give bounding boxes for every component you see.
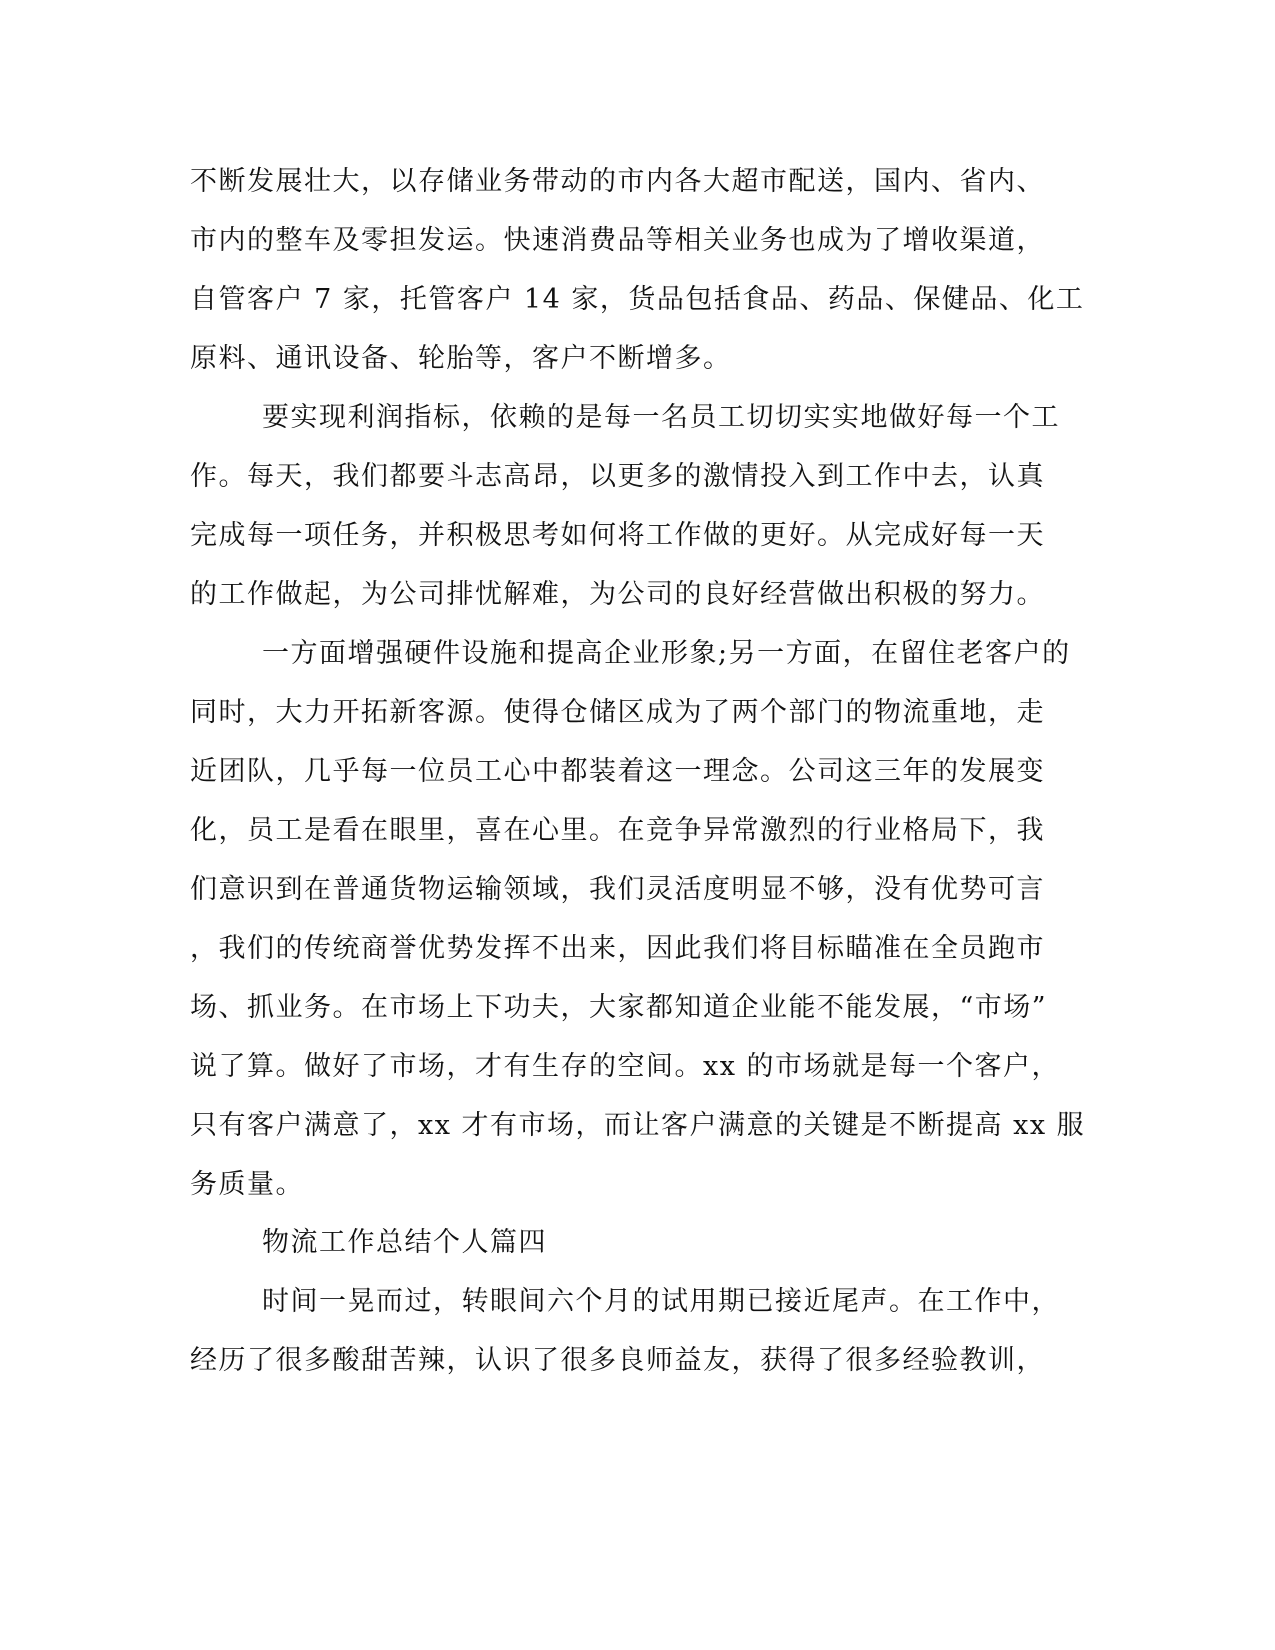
- text-line: 场、抓业务。在市场上下功夫，大家都知道企业能不能发展，“市场”: [190, 992, 1048, 1023]
- text-line: 完成每一项任务，并积极思考如何将工作做的更好。从完成好每一天: [190, 520, 1045, 551]
- paragraph-first-line: 要实现利润指标，依赖的是每一名员工切切实实地做好每一个工: [262, 402, 1060, 433]
- text-line: 化，员工是看在眼里，喜在心里。在竞争异常激烈的行业格局下，我: [190, 815, 1045, 846]
- text-line: 说了算。做好了市场，才有生存的空间。xx 的市场就是每一个客户，: [190, 1051, 1061, 1082]
- text-line: 作。每天，我们都要斗志高昂，以更多的激情投入到工作中去，认真: [190, 461, 1045, 492]
- paragraph-first-line: 时间一晃而过，转眼间六个月的试用期已接近尾声。在工作中，: [262, 1286, 1060, 1317]
- text-line: 只有客户满意了，xx 才有市场，而让客户满意的关键是不断提高 xx 服: [190, 1110, 1086, 1141]
- text-line: 同时，大力开拓新客源。使得仓储区成为了两个部门的物流重地，走: [190, 697, 1045, 728]
- text-line: 近团队，几乎每一位员工心中都装着这一理念。公司这三年的发展变: [190, 756, 1045, 787]
- text-line: 务质量。: [190, 1169, 304, 1200]
- text-line: 的工作做起，为公司排忧解难，为公司的良好经营做出积极的努力。: [190, 579, 1045, 610]
- text-line: 自管客户 7 家，托管客户 14 家，货品包括食品、药品、保健品、化工: [190, 284, 1085, 315]
- text-line: 经历了很多酸甜苦辣，认识了很多良师益友，获得了很多经验教训，: [190, 1345, 1045, 1376]
- text-line: 们意识到在普通货物运输领域，我们灵活度明显不够，没有优势可言: [190, 874, 1045, 905]
- text-line: 原料、通讯设备、轮胎等，客户不断增多。: [190, 343, 732, 374]
- text-line: 市内的整车及零担发运。快速消费品等相关业务也成为了增收渠道，: [190, 225, 1045, 256]
- paragraph-first-line: 一方面增强硬件设施和提高企业形象;另一方面，在留住老客户的: [262, 638, 1071, 669]
- text-line: 不断发展壮大，以存储业务带动的市内各大超市配送，国内、省内、: [190, 166, 1045, 197]
- section-heading: 物流工作总结个人篇四: [262, 1227, 547, 1258]
- text-line: ，我们的传统商誉优势发挥不出来，因此我们将目标瞄准在全员跑市: [190, 933, 1045, 964]
